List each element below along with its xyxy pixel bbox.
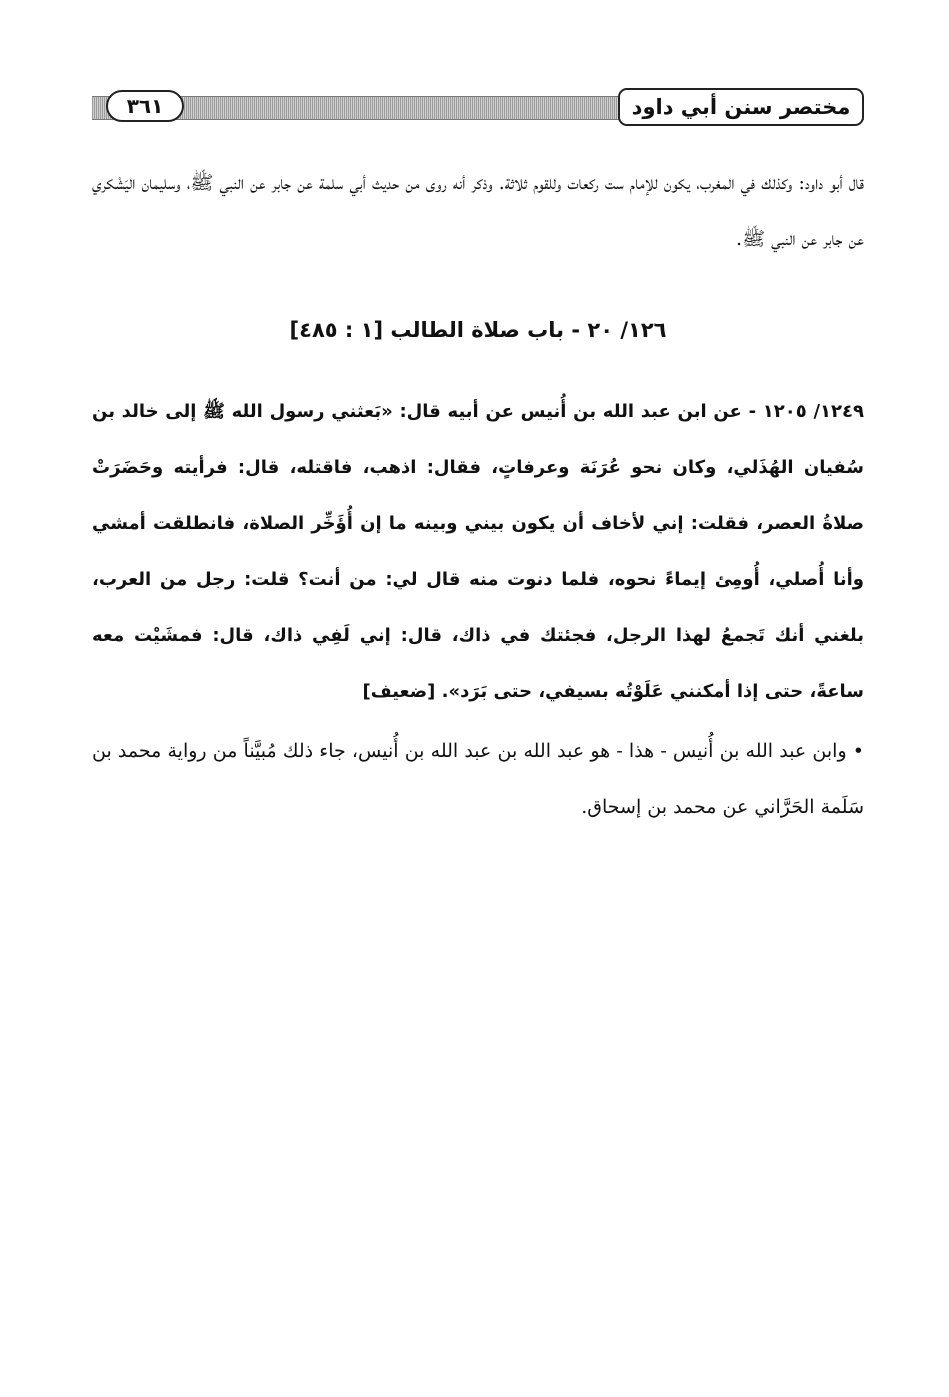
opening-paragraph: قال أبو داود: وكذلك في المغرب، يكون للإمام ست ركعات وللقوم ثلاثة. وذكر أنه روى من حديث أبي سلمة عن جابر عن النبي ﷺ، وسليمان اليَشْكري عن جابر عن النبي ﷺ. (92, 172, 864, 250)
chapter-heading: ١٢٦/ ٢٠ - باب صلاة الطالب [١ : ٤٨٥] (289, 318, 667, 342)
page-number-box (106, 90, 184, 122)
hadith-text: - عن ابن عبد الله بن أُنيس عن أبيه قال: «بَعثني رسول الله ﷺ إلى خالد بن سُفيان الهُذَلي، وكان نحو عُرَنَة وعرفاتٍ، فقال: اذهب، فاقتله، قال: فرأيته وحَضَرَتْ صلاةُ العصر، فقلت: إني لأخاف أن يكون بيني وبينه ما إن أُؤَخِّر الصلاة، فانطلقت أمشي وأنا أُصلي، أُومِئ إيماءً نحوه، فلما دنوت منه قال لي: من أنت؟ قلت: رجل من العرب، بلغني أنك تَجمعُ لهذا الرجل، فجئتك في ذاك، قال: إني لَفِي ذاك، قال: فمشَيْت معه ساعةً، حتى إذا أمكنني عَلَوْتُه بسيفي، حتى بَرَد». [ضعيف] (92, 401, 864, 702)
hadith-paragraph (92, 384, 864, 720)
book-title-box (618, 88, 864, 126)
book-title: مختصر سنن أبي داود (631, 95, 851, 119)
page-header (92, 88, 864, 128)
page-number: ٣٦١ (126, 94, 164, 118)
hadith-number: ١٢٤٩/ ١٢٠٥ (762, 401, 864, 422)
footnote-paragraph: • وابن عبد الله بن أُنيس - هذا - هو عبد الله بن عبد الله بن أُنيس، جاء ذلك مُبيَّناً من رواية محمد بن سَلَمة الحَرَّاني عن محمد بن إسحاق. (92, 740, 864, 818)
